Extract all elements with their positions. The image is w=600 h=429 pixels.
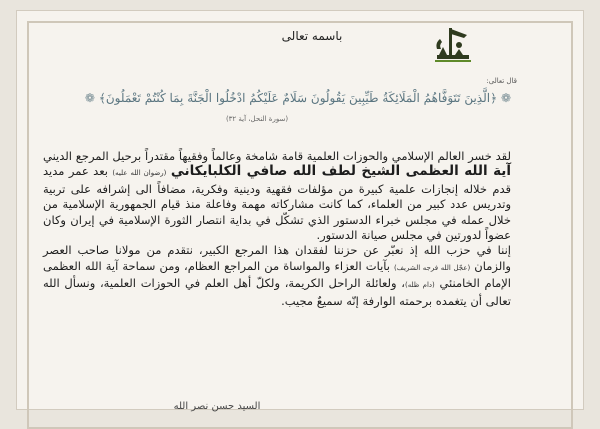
- cleric-name: آية الله العظمى الشيخ لطف الله صافي الكلبايكاني: [170, 163, 511, 180]
- verse-reference: (سورة النحل، آية ٣٢): [225, 115, 289, 123]
- paragraph-2: إننا في حزب الله إذ نعبّر عن حزننا لفقدان هذا المرجع الكبير، نتقدم من مولانا صاحب العصر والزمان (عجّل الله فرجه الشريف) بآيات العزاء والمواساة من المراجع العظام، ومن سماحة آية الله العظمى الإمام الخامنئي (دام ظله)، ولعائلة الراحل الكريمة، ولكلّ أهل العلم في الحوزات العلمية، ونسأل الله تعالى أن يتغمده برحمته الوارفة إنّه سميعٌ مجيب.: [43, 243, 512, 308]
- verse-intro: قال تعالى:: [486, 77, 517, 85]
- party-logo: [431, 25, 475, 65]
- honorific: (عجّل الله فرجه الشريف): [394, 263, 471, 272]
- document-page: [16, 10, 584, 410]
- verse-text: ﴿الَّذِينَ تَتَوَفَّاهُمُ الْمَلَائِكَةُ طَيِّبِينَ يَقُولُونَ سَلَامٌ عَلَيْكُمُ ادْخُلُوا الْجَنَّةَ بِمَا كُنْتُمْ تَعْمَلُونَ﴾: [98, 91, 498, 105]
- statement-body: [43, 149, 511, 309]
- honorific: (رضوان الله عليه): [112, 169, 167, 178]
- ornament-icon: ❁: [84, 91, 95, 105]
- signature: السيد حسن نصر الله: [173, 401, 261, 412]
- paragraph-1: لقد خسر العالم الإسلامي والحوزات العلمية قامة شامخة وعالماً وفقيهاً مقتدراً برحيل المرجع الديني آية الله العظمى الشيخ لطف الله صافي الكلبايكاني (رضوان الله عليه) بعد عمر مديد قدم خلاله إنجازات علمية كبيرة من مؤلفات فقهية ودينية وفكرية، مضافاً الى إشرافه على تربية وتدريس عدد كبير من العلماء، كما كانت مشاركاته مهمة وفاعلة منذ قيام الجمهورية الإسلامية من خلال عمله في مجلس خبراء الدستور الذي تشكّل في بداية انتصار الثورة الإسلامية في إيران وكان عضواً لدورتين في مجلس صيانة الدستور.: [43, 149, 511, 243]
- basmala-heading: باسمه تعالى: [281, 29, 343, 43]
- ornament-icon: ❁: [500, 91, 511, 105]
- honorific: (دام ظله): [404, 281, 435, 290]
- quran-verse: [84, 91, 511, 105]
